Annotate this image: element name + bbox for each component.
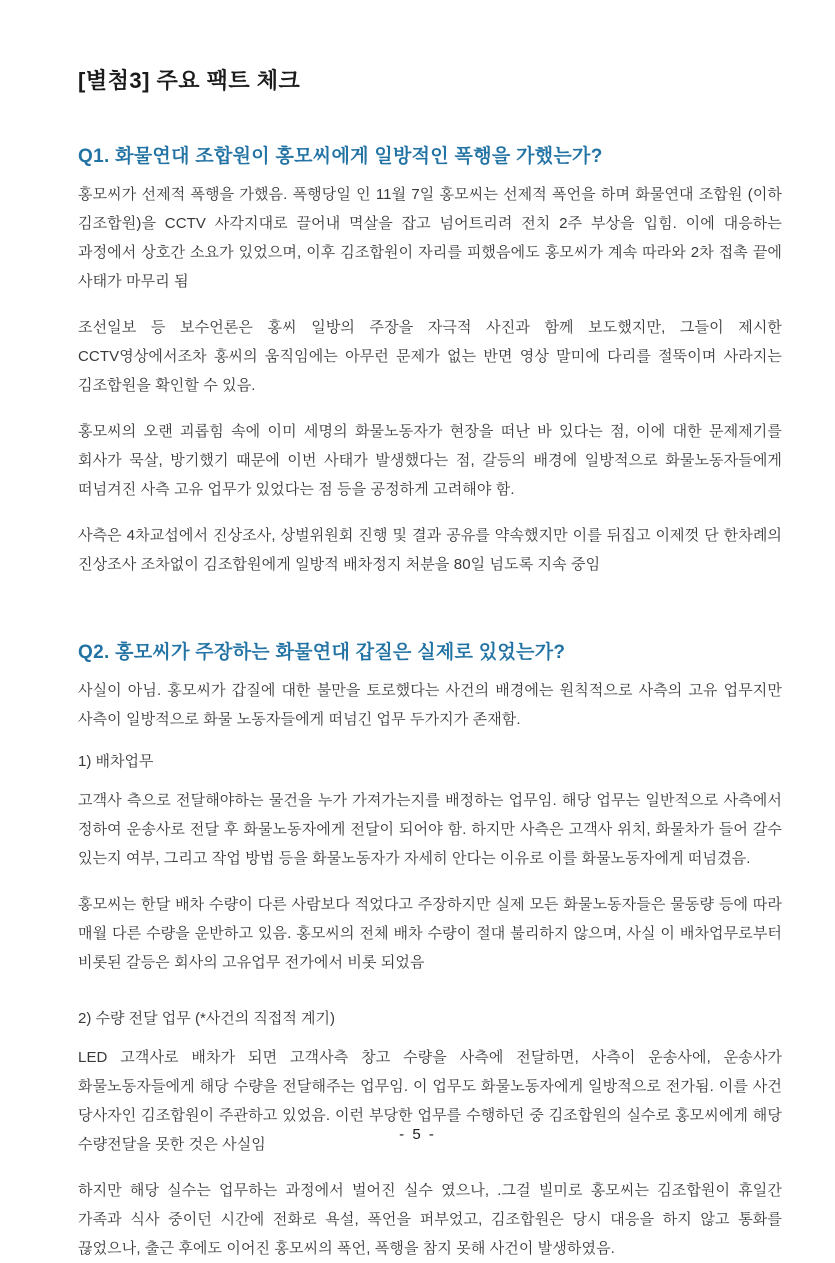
q1-paragraph: 조선일보 등 보수언론은 홍씨 일방의 주장을 자극적 사진과 함께 보도했지만, 그들이 제시한 CCTV영상에서조차 홍씨의 움직임에는 아무런 문제가 없는 반면 영상 말미에 다리를 절뚝이며 사라지는 김조합원을 확인할 수 있음.: [78, 319, 782, 394]
q2-intro-paragraph: 사실이 아님. 홍모씨가 갑질에 대한 불만을 토로했다는 사건의 배경에는 원칙적으로 사측의 고유 업무지만 사측이 일방적으로 화물 노동자들에게 떠넘긴 업무 두가지가 존재함.: [78, 682, 782, 728]
q2-subsection-paragraph: 고객사 측으로 전달해야하는 물건을 누가 가져가는지를 배정하는 업무임. 해당 업무는 일반적으로 사측에서 정하여 운송사로 전달 후 화물노동자에게 전달이 되어야 함. 하지만 사측은 고객사 위치, 화물차가 들어 갈수 있는지 여부, 그리고 작업 방법 등을 화물노동자가 자세히 안다는 이유로 이를 화물노동자에게 떠넘겼음.: [78, 792, 782, 867]
q2-subsection-paragraph: 홍모씨는 한달 배차 수량이 다른 사람보다 적었다고 주장하지만 실제 모든 화물노동자들은 물동량 등에 따라 매월 다른 수량을 운반하고 있음. 홍모씨의 전체 배차 수량이 절대 불리하지 않으며, 사실 이 배차업무로부터 비롯된 갈등은 회사의 고유업무 전가에서 비롯 되었음: [78, 896, 782, 971]
q2-subsection-paragraph: LED 고객사로 배차가 되면 고객사측 창고 수량을 사측에 전달하면, 사측이 운송사에, 운송사가 화물노동자들에게 해당 수량을 전달해주는 업무임. 이 업무도 화물노동자에게 일방적으로 전가됨. 이를 사건 당사자인 김조합원이 주관하고 있었음. 이런 부당한 업무를 수행하던 중 김조합원의 실수로 홍모씨에게 해당 수량전달을 못한 것은 사실임: [78, 1049, 782, 1153]
q2-subsection-paragraph: 하지만 해당 실수는 업무하는 과정에서 벌어진 실수 였으나, .그걸 빌미로 홍모씨는 김조합원이 휴일간 가족과 식사 중이던 시간에 전화로 욕설, 폭언을 퍼부었고, 김조합원은 당시 대응을 하지 않고 통화를 끊었으나, 출근 후에도 이어진 홍모씨의 폭언, 폭행을 참지 못해 사건이 발생하였음.: [78, 1182, 782, 1257]
q2-subsection-dispatch: [78, 751, 782, 977]
q1-paragraph: 사측은 4차교섭에서 진상조사, 상벌위원회 진행 및 결과 공유를 약속했지만 이를 뒤집고 이제껏 단 한차례의 진상조사 조차없이 김조합원에게 일방적 배차정지 처분을 80일 넘도록 지속 중임: [78, 527, 782, 573]
document-content: [78, 0, 782, 1263]
page-title: [별첨3] 주요 팩트 체크: [78, 68, 301, 93]
q2-subsection-label: 2) 수량 전달 업무 (*사건의 직접적 계기): [78, 1010, 336, 1027]
q1-paragraph: 홍모씨가 선제적 폭행을 가했음. 폭행당일 인 11월 7일 홍모씨는 선제적 폭언을 하며 화물연대 조합원 (이하 김조합원)을 CCTV 사각지대로 끌어내 멱살을 잡고 넘어트리려 전치 2주 부상을 입힘. 이에 대응하는 과정에서 상호간 소요가 있었으며, 이후 김조합원이 자리를 피했음에도 홍모씨가 계속 따라와 2차 접촉 끝에 사태가 마무리 됨: [78, 186, 782, 290]
q1-paragraph: 홍모씨의 오랜 괴롭힘 속에 이미 세명의 화물노동자가 현장을 떠난 바 있다는 점, 이에 대한 문제제기를 회사가 묵살, 방기했기 때문에 이번 사태가 발생했다는 점, 갈등의 배경에 일방적으로 화물노동자들에게 떠넘겨진 사측 고유 업무가 있었다는 점 등을 공정하게 고려해야 함.: [78, 423, 782, 498]
q2-heading: Q2. 홍모씨가 주장하는 화물연대 갑질은 실제로 있었는가?: [78, 642, 566, 663]
section-q2: [78, 637, 782, 1263]
section-q1: [78, 141, 782, 579]
page-number: - 5 -: [399, 1126, 436, 1143]
q2-subsection-label: 1) 배차업무: [78, 753, 154, 770]
q1-heading: Q1. 화물연대 조합원이 홍모씨에게 일방적인 폭행을 가했는가?: [78, 146, 603, 167]
